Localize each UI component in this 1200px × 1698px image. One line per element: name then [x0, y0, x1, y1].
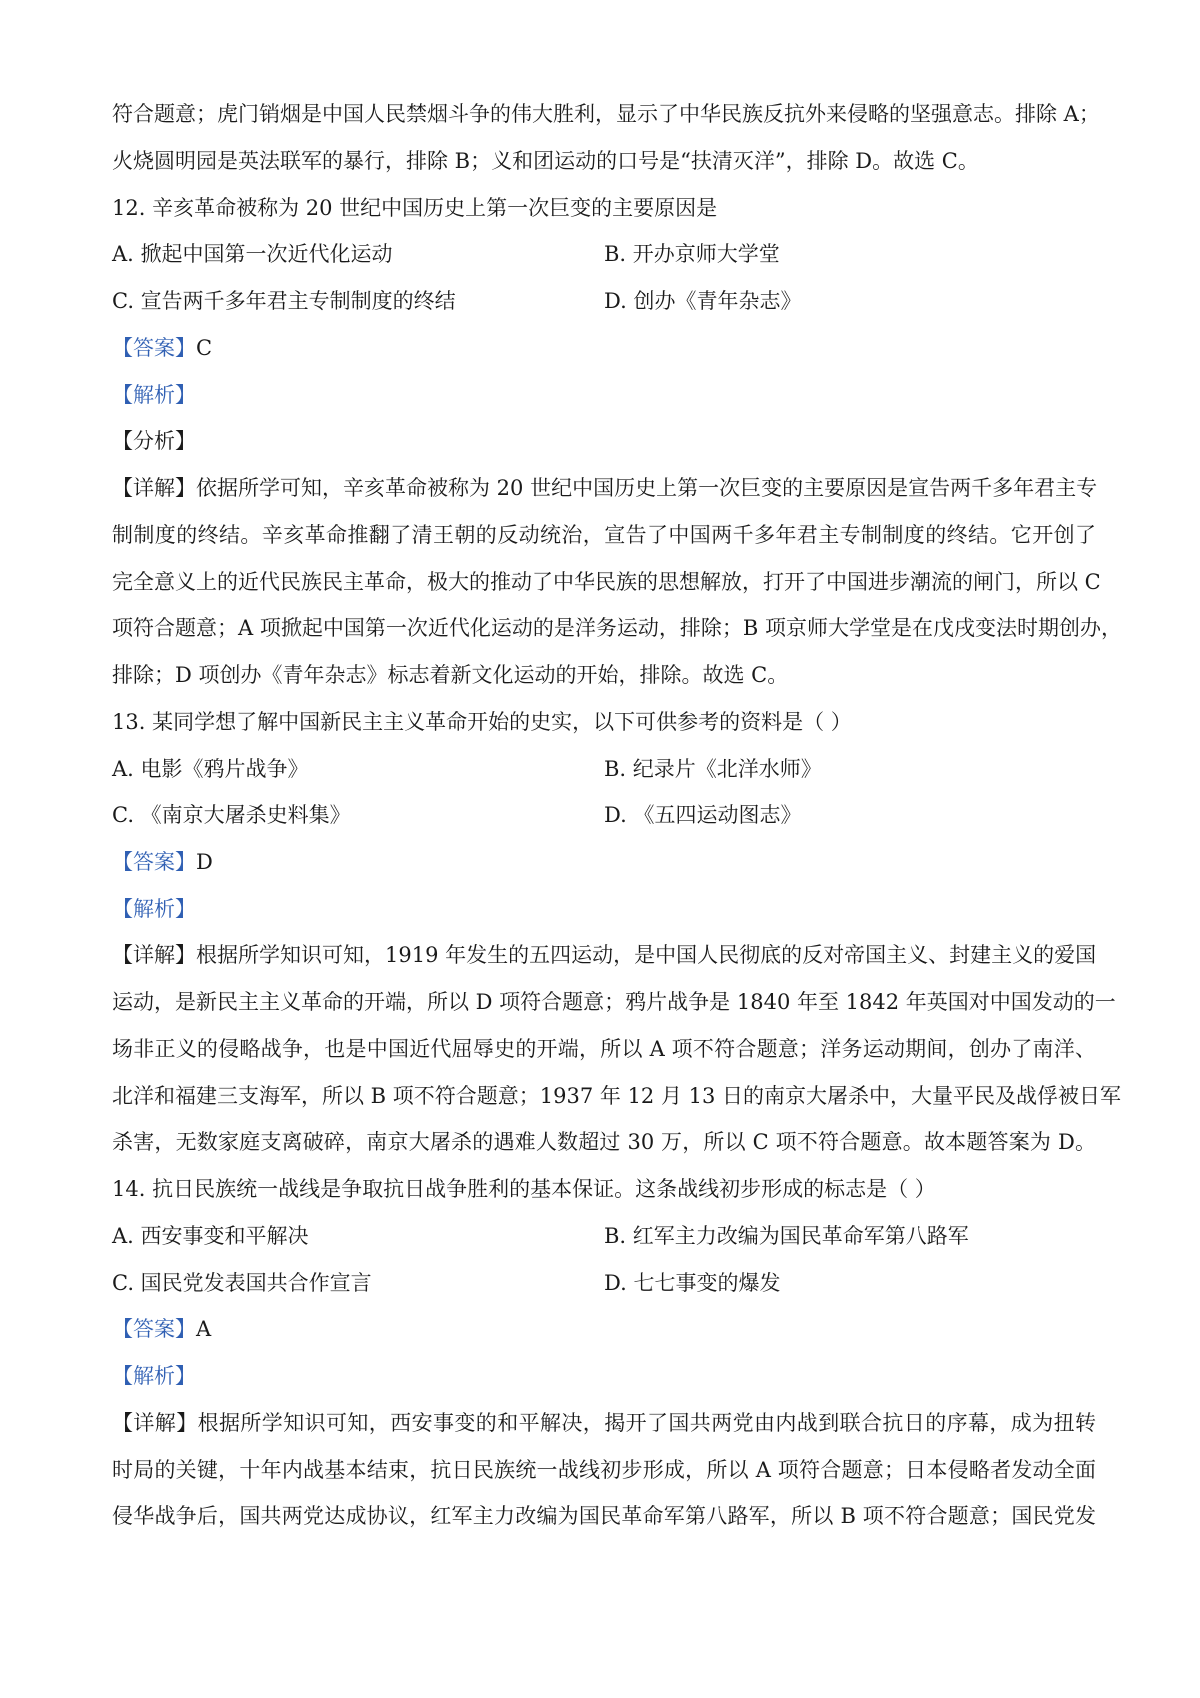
q14-answer	[112, 1314, 211, 1344]
answer-tag: 【答案】	[112, 336, 196, 360]
answer-value: D	[196, 850, 213, 874]
q12-answer	[112, 333, 212, 363]
q13-detail-line-1: 【详解】根据所学知识可知，1919 年发生的五四运动，是中国人民彻底的反对帝国主义、封建主义的爱国	[112, 943, 1097, 967]
q14-stem: 14. 抗日民族统一战线是争取抗日战争胜利的基本保证。这条战线初步形成的标志是（ ）	[112, 1177, 936, 1201]
q12-option-a: A. 掀起中国第一次近代化运动	[112, 242, 393, 266]
q13-option-a: A. 电影《鸦片战争》	[112, 757, 309, 781]
q13-option-b: B. 纪录片《北洋水师》	[604, 757, 822, 781]
q13-detail-line-5: 杀害，无数家庭支离破碎，南京大屠杀的遇难人数超过 30 万，所以 C 项不符合题意。故本题答案为 D。	[112, 1130, 1096, 1154]
q12-option-b: B. 开办京师大学堂	[604, 242, 780, 266]
q13-detail-line-4: 北洋和福建三支海军，所以 B 项不符合题意；1937 年 12 月 13 日的南京大屠杀中，大量平民及战俘被日军	[112, 1084, 1122, 1108]
q14-detail-line-3: 侵华战争后，国共两党达成协议，红军主力改编为国民革命军第八路军，所以 B 项不符合题意；国民党发	[112, 1504, 1096, 1528]
q13-detail-line-2: 运动，是新民主主义革命的开端，所以 D 项符合题意；鸦片战争是 1840 年至 1842 年英国对中国发动的一	[112, 990, 1116, 1014]
q14-option-b: B. 红军主力改编为国民革命军第八路军	[604, 1224, 969, 1248]
q12-detail-line-1: 【详解】依据所学可知，辛亥革命被称为 20 世纪中国历史上第一次巨变的主要原因是宣告两千多年君主专	[112, 476, 1098, 500]
q14-option-d: D. 七七事变的爆发	[604, 1271, 781, 1295]
answer-value: C	[196, 336, 213, 360]
q14-detail-line-1: 【详解】根据所学知识可知，西安事变的和平解决，揭开了国共两党由内战到联合抗日的序幕，成为扭转	[112, 1411, 1096, 1435]
answer-tag: 【答案】	[112, 850, 196, 874]
q12-detail-line-5: 排除；D 项创办《青年杂志》标志着新文化运动的开始，排除。故选 C。	[112, 663, 789, 687]
q12-option-c: C. 宣告两千多年君主专制制度的终结	[112, 289, 456, 313]
intro-line-1: 符合题意；虎门销烟是中国人民禁烟斗争的伟大胜利，显示了中华民族反抗外来侵略的坚强意志。排除 A；	[112, 102, 1100, 126]
q13-answer	[112, 847, 213, 877]
q12-fenxi-tag: 【分析】	[112, 429, 196, 453]
q13-detail-line-3: 场非正义的侵略战争，也是中国近代屈辱史的开端，所以 A 项不符合题意；洋务运动期间，创办了南洋、	[112, 1037, 1096, 1061]
answer-value: A	[196, 1317, 212, 1341]
q12-detail-line-3: 完全意义上的近代民族民主革命，极大的推动了中华民族的思想解放，打开了中国进步潮流的闸门，所以 C	[112, 570, 1101, 594]
q14-analysis-tag: 【解析】	[112, 1364, 196, 1388]
q13-analysis-tag: 【解析】	[112, 897, 196, 921]
q14-option-c: C. 国民党发表国共合作宣言	[112, 1271, 372, 1295]
q12-detail-line-2: 制制度的终结。辛亥革命推翻了清王朝的反动统治，宣告了中国两千多年君主专制制度的终结。它开创了	[112, 523, 1096, 547]
q12-stem: 12. 辛亥革命被称为 20 世纪中国历史上第一次巨变的主要原因是	[112, 196, 718, 220]
q13-option-c: C. 《南京大屠杀史料集》	[112, 803, 351, 827]
q12-option-d: D. 创办《青年杂志》	[604, 289, 802, 313]
q13-option-d: D. 《五四运动图志》	[604, 803, 802, 827]
answer-tag: 【答案】	[112, 1317, 196, 1341]
intro-line-2: 火烧圆明园是英法联军的暴行，排除 B；义和团运动的口号是“扶清灭洋”，排除 D。故选 C。	[112, 149, 979, 173]
q12-analysis-tag: 【解析】	[112, 383, 196, 407]
q14-option-a: A. 西安事变和平解决	[112, 1224, 309, 1248]
q12-detail-line-4: 项符合题意；A 项掀起中国第一次近代化运动的是洋务运动，排除；B 项京师大学堂是在戊戌变法时期创办，	[112, 616, 1122, 640]
q14-detail-line-2: 时局的关键，十年内战基本结束，抗日民族统一战线初步形成，所以 A 项符合题意；日本侵略者发动全面	[112, 1458, 1096, 1482]
q13-stem: 13. 某同学想了解中国新民主主义革命开始的史实，以下可供参考的资料是（ ）	[112, 710, 852, 734]
